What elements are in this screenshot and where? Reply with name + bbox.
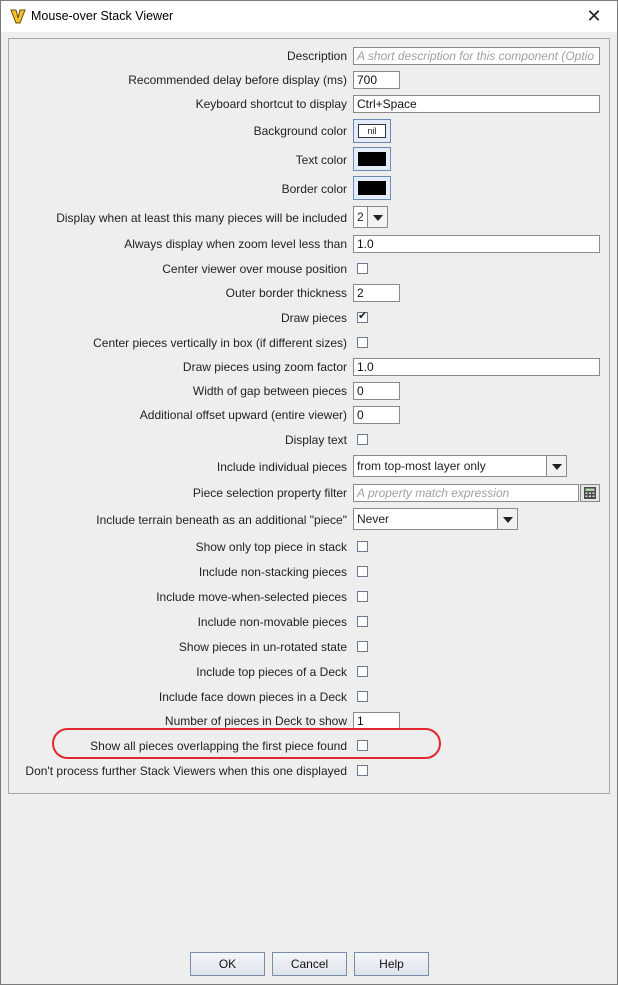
expression-builder-button[interactable] (580, 484, 600, 502)
offset-up-input[interactable]: 0 (353, 406, 400, 424)
bg-color-button[interactable] (353, 119, 391, 143)
deck-count-label: Number of pieces in Deck to show (164, 714, 347, 728)
non-stacking-label: Include non-stacking pieces (198, 565, 347, 579)
zoom-less-label: Always display when zoom level less than (124, 237, 347, 251)
unrotated-checkbox[interactable] (357, 641, 368, 652)
show-overlapping-label: Show all pieces overlapping the first piece found (90, 739, 347, 753)
prop-filter-label: Piece selection property filter (192, 486, 347, 500)
text-color-label: Text color (295, 153, 347, 167)
description-label: Description (286, 49, 347, 63)
top-deck-checkbox[interactable] (357, 666, 368, 677)
min-pieces-select[interactable] (353, 206, 388, 228)
center-viewer-label: Center viewer over mouse position (162, 262, 347, 276)
face-down-deck-checkbox[interactable] (357, 691, 368, 702)
offset-up-label: Additional offset upward (entire viewer) (139, 408, 347, 422)
show-overlapping-checkbox[interactable] (357, 740, 368, 751)
non-stacking-checkbox[interactable] (357, 566, 368, 577)
outer-border-input[interactable]: 2 (353, 284, 400, 302)
border-color-button[interactable] (353, 176, 391, 200)
move-when-selected-checkbox[interactable] (357, 591, 368, 602)
gap-width-input[interactable]: 0 (353, 382, 400, 400)
display-text-label: Display text (284, 433, 347, 447)
non-movable-checkbox[interactable] (357, 616, 368, 627)
zoom-factor-label: Draw pieces using zoom factor (182, 360, 347, 374)
delay-input[interactable]: 700 (353, 71, 400, 89)
border-color-label: Border color (281, 182, 347, 196)
center-viewer-checkbox[interactable] (357, 263, 368, 274)
include-individual-value: from top-most layer only (357, 459, 486, 473)
draw-pieces-label: Draw pieces (280, 311, 347, 325)
cancel-button[interactable]: Cancel (272, 952, 347, 976)
only-top-label: Show only top piece in stack (195, 540, 347, 554)
delay-label: Recommended delay before display (ms) (128, 73, 347, 87)
unrotated-label: Show pieces in un-rotated state (178, 640, 347, 654)
dont-process-checkbox[interactable] (357, 765, 368, 776)
description-input[interactable]: A short description for this component (Optio (353, 47, 600, 65)
calculator-icon (581, 485, 599, 501)
dont-process-label: Don't process further Stack Viewers when this one displayed (25, 764, 347, 778)
center-vert-label: Center pieces vertically in box (if different sizes) (93, 336, 347, 350)
prop-filter-input[interactable]: A property match expression (353, 484, 579, 502)
zoom-factor-input[interactable]: 1.0 (353, 358, 600, 376)
chevron-down-icon (546, 456, 566, 476)
shortcut-label: Keyboard shortcut to display (195, 97, 347, 111)
bg-color-label: Background color (253, 124, 347, 138)
display-text-checkbox[interactable] (357, 434, 368, 445)
top-deck-label: Include top pieces of a Deck (196, 665, 347, 679)
include-terrain-label: Include terrain beneath as an additional "piece" (96, 513, 347, 527)
bg-color-swatch: nil (358, 124, 386, 138)
chevron-down-icon (497, 509, 517, 529)
chevron-down-icon (367, 207, 387, 227)
text-color-button[interactable] (353, 147, 391, 171)
include-terrain-select[interactable] (353, 508, 518, 530)
include-individual-select[interactable] (353, 455, 567, 477)
shortcut-input[interactable]: Ctrl+Space (353, 95, 600, 113)
deck-count-input[interactable]: 1 (353, 712, 400, 730)
min-pieces-value: 2 (357, 210, 364, 224)
face-down-deck-label: Include face down pieces in a Deck (158, 690, 347, 704)
help-button[interactable]: Help (354, 952, 429, 976)
window-title: Mouse-over Stack Viewer (31, 9, 174, 23)
include-terrain-value: Never (357, 512, 390, 526)
move-when-selected-label: Include move-when-selected pieces (156, 590, 347, 604)
center-vert-checkbox[interactable] (357, 337, 368, 348)
include-individual-label: Include individual pieces (216, 460, 347, 474)
outer-border-label: Outer border thickness (225, 286, 347, 300)
gap-width-label: Width of gap between pieces (192, 384, 347, 398)
only-top-checkbox[interactable] (357, 541, 368, 552)
border-color-swatch (358, 181, 386, 195)
zoom-less-input[interactable]: 1.0 (353, 235, 600, 253)
close-button[interactable] (571, 1, 617, 32)
non-movable-label: Include non-movable pieces (197, 615, 347, 629)
vassal-icon (9, 7, 27, 25)
ok-button[interactable]: OK (190, 952, 265, 976)
draw-pieces-checkbox[interactable] (357, 312, 368, 323)
min-pieces-label: Display when at least this many pieces will be included (56, 211, 347, 225)
text-color-swatch (358, 152, 386, 166)
close-icon: ✕ (586, 6, 602, 26)
title-bar (1, 1, 617, 32)
